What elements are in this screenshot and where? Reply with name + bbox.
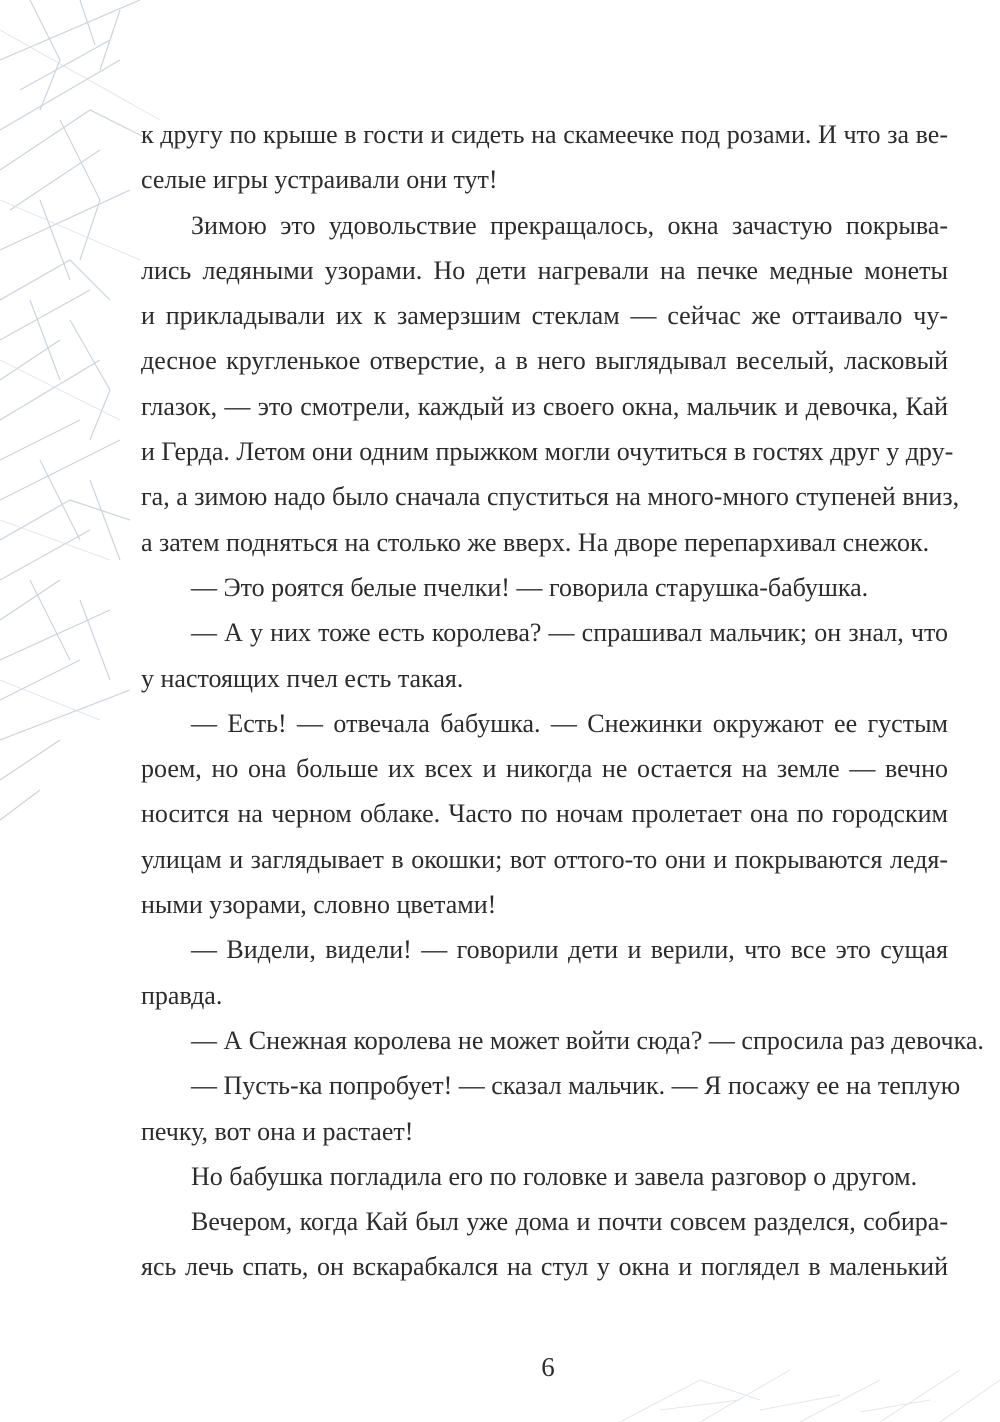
paragraph [141, 610, 948, 701]
paragraph [141, 701, 948, 927]
text-line: ными узорами, словно цветами! [141, 890, 497, 920]
text-line: роем, но она больше их всех и никогда не остается на земле — вечно [141, 754, 948, 784]
text-line: Вечером, когда Кай был уже дома и почти совсем разделся, собира- [191, 1207, 948, 1237]
text-line: а затем подняться на столько же вверх. На дворе перепархивал снежок. [141, 527, 930, 557]
paragraph [141, 1154, 948, 1199]
paragraph [141, 1063, 961, 1154]
text-line: Но бабушка погладила его по головке и завела разговор о другом. [191, 1161, 918, 1191]
text-line: — Пусть-ка попробует! — сказал мальчик. — Я посажу ее на теплую [191, 1071, 961, 1101]
page-number: 6 [541, 1352, 555, 1382]
page-text [141, 112, 984, 1290]
text-line: правда. [141, 980, 223, 1010]
text-line: — А Снежная королева не может войти сюда? — спросила раз девочка. [191, 1025, 984, 1055]
paragraph [141, 565, 948, 610]
paragraph [141, 927, 948, 1018]
text-line: селые игры устраивали они тут! [141, 165, 498, 195]
paragraph [141, 203, 960, 565]
text-line: и прикладывали их к замерзшим стеклам — сейчас же оттаивало чу- [141, 301, 948, 331]
text-line: Зимою это удовольствие прекращалось, окна зачастую покрыва- [191, 210, 948, 240]
paragraph [141, 1018, 984, 1063]
text-line: ясь лечь спать, он вскарабкался на стул у окна и поглядел в маленький [141, 1252, 948, 1282]
text-line: носится на черном облаке. Часто по ночам пролетает она по городским [141, 799, 948, 829]
text-line: глазок, — это смотрели, каждый из своего окна, мальчик и девочка, Кай [141, 391, 948, 421]
text-line: га, а зимою надо было сначала спуститься на много-много ступеней вниз, [141, 482, 960, 512]
text-line: — Это роятся белые пчелки! — говорила старушка-бабушка. [191, 572, 869, 602]
paragraph [141, 1199, 948, 1290]
text-line: десное кругленькое отверстие, а в него выглядывал веселый, ласковый [141, 346, 948, 376]
text-line: — Есть! — отвечала бабушка. — Снежинки окружают ее густым [191, 708, 948, 738]
paragraph [141, 112, 948, 203]
text-line: и Герда. Летом они одним прыжком могли очутиться в гостях друг у дру- [141, 437, 954, 467]
text-line: — А у них тоже есть королева? — спрашивал мальчик; он знал, что [191, 618, 948, 648]
text-line: у настоящих пчел есть такая. [141, 663, 464, 693]
text-line: печку, вот она и растает! [141, 1116, 414, 1146]
text-line: — Видели, видели! — говорили дети и верили, что все это сущая [191, 935, 948, 965]
text-line: лись ледяными узорами. Но дети нагревали на печке медные монеты [141, 255, 948, 285]
text-line: к другу по крыше в гости и сидеть на скамеечке под розами. И что за ве- [141, 120, 948, 149]
text-line: улицам и заглядывает в окошки; вот оттого-то они и покрываются ледя- [141, 844, 948, 874]
